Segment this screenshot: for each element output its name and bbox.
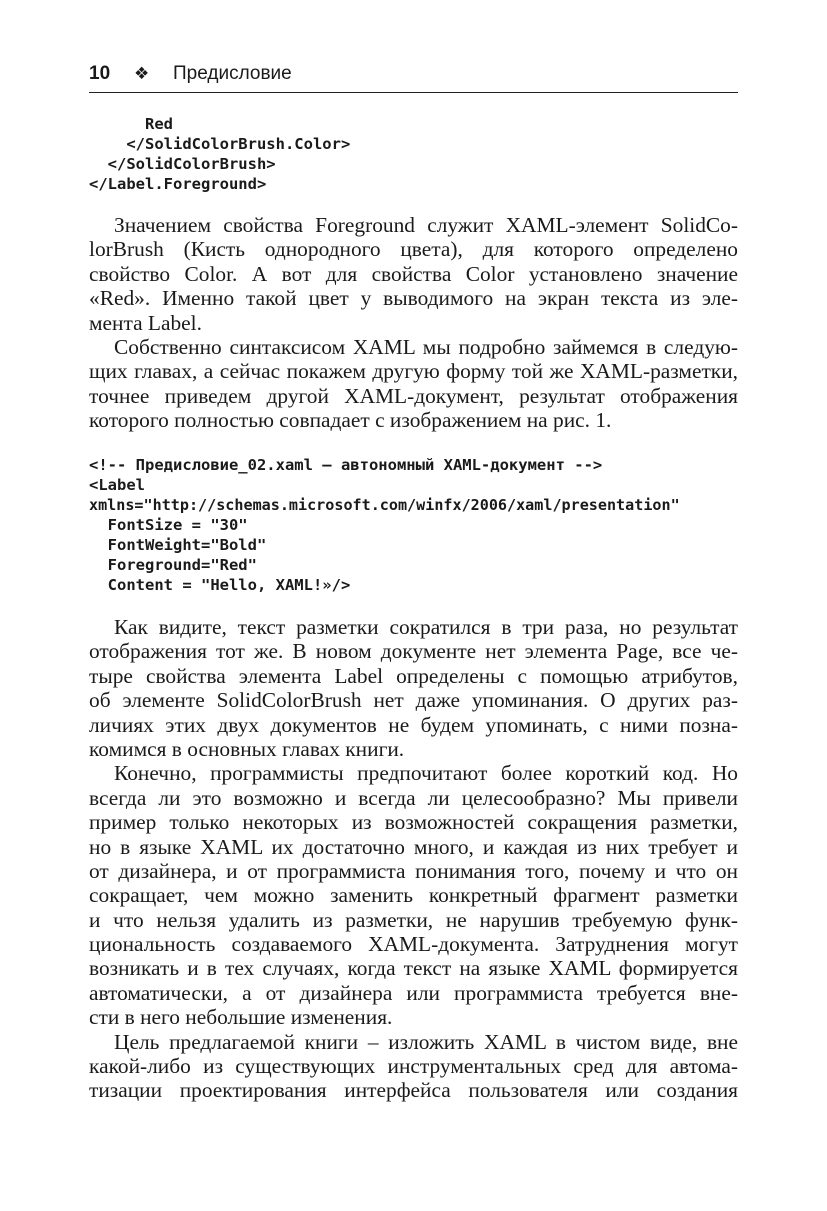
text-line: об элементе SolidColorBrush нет даже упоминания. О других раз- [89, 688, 738, 713]
chapter-title: Предисловие [173, 63, 292, 84]
text-line: Собственно синтаксисом XAML мы подробно займемся в следую- [114, 334, 738, 359]
text-line: автоматически, а от дизайнера или программиста требуется вне- [89, 980, 738, 1005]
text-line: мента Label. [89, 310, 202, 335]
text-line: возникать и в тех случаях, когда текст на языке XAML формируется [89, 956, 738, 981]
text-line: от дизайнера, и от программиста понимания того, почему и что он [89, 858, 738, 883]
code-line: Content = "Hello, XAML!»/> [89, 576, 351, 594]
body-text-section-2 [89, 615, 738, 1103]
text-line: тыре свойства элемента Label определены с помощью атрибутов, [89, 663, 738, 688]
text-line: тизации проектирования интерфейса пользователя или создания [89, 1078, 738, 1103]
code-line: Foreground="Red" [89, 556, 257, 574]
text-line: личиях этих двух документов не будем упоминать, с ними позна- [89, 712, 738, 737]
running-header [89, 62, 738, 93]
text-line: которого полностью совпадает с изображением на рис. 1. [89, 408, 612, 433]
code-line: <Label [89, 476, 145, 494]
code-block-xaml-document [89, 455, 680, 595]
text-line: щих главах, а сейчас покажем другую форму той же XAML-разметки, [89, 359, 738, 384]
text-line: Конечно, программисты предпочитают более короткий код. Но [114, 761, 738, 786]
text-line: отображения тот же. В новом документе нет элемента Page, все че- [89, 639, 738, 664]
text-line: сокращает, чем можно заменить конкретный фрагмент разметки [89, 883, 738, 908]
body-text-section-1 [89, 213, 738, 433]
text-line: свойство Color. А вот для свойства Color установлено значение [89, 261, 738, 286]
code-line: FontSize = "30" [89, 516, 248, 534]
text-line: «Red». Именно такой цвет у выводимого на экран текста из эле- [89, 286, 738, 311]
code-line: </SolidColorBrush> [89, 155, 276, 173]
code-line: <!-- Предисловие_02.xaml – автономный XAML-документ --> [89, 456, 603, 474]
code-line: </SolidColorBrush.Color> [89, 135, 351, 153]
code-line: xmlns="http://schemas.microsoft.com/winfx/2006/xaml/presentation" [89, 496, 680, 514]
code-block-continuation [89, 114, 350, 194]
text-line: циональность создаваемого XAML-документа. Затруднения могут [89, 932, 738, 957]
ornament-icon: ❖ [134, 64, 150, 83]
text-line: точнее приведем другой XAML-документ, результат отображения [89, 383, 738, 408]
text-line: всегда ли это возможно и всегда ли целесообразно? Мы привели [89, 785, 738, 810]
text-line: Как видите, текст разметки сократился в три раза, но результат [114, 615, 738, 639]
text-line: Значением свойства Foreground служит XAML-элемент SolidCo- [114, 213, 738, 237]
text-line: сти в него небольшие изменения. [89, 1005, 393, 1030]
code-line: FontWeight="Bold" [89, 536, 267, 554]
text-line: и что нельзя удалить из разметки, не нарушив требуемую функ- [89, 907, 738, 932]
code-line: </Label.Foreground> [89, 175, 267, 193]
text-line: пример только некоторых из возможностей сокращения разметки, [89, 810, 738, 835]
text-line: но в языке XAML их достаточно много, и каждая из них требует и [89, 834, 738, 859]
text-line: Цель предлагаемой книги – изложить XAML в чистом виде, вне [114, 1029, 738, 1054]
text-line: какой-либо из существующих инструментальных сред для автома- [89, 1054, 738, 1079]
page-number: 10 [89, 63, 111, 84]
code-line: Red [89, 115, 173, 133]
text-line: комимся в основных главах книги. [89, 736, 405, 761]
text-line: lorBrush (Кисть однородного цвета), для которого определено [89, 237, 738, 262]
